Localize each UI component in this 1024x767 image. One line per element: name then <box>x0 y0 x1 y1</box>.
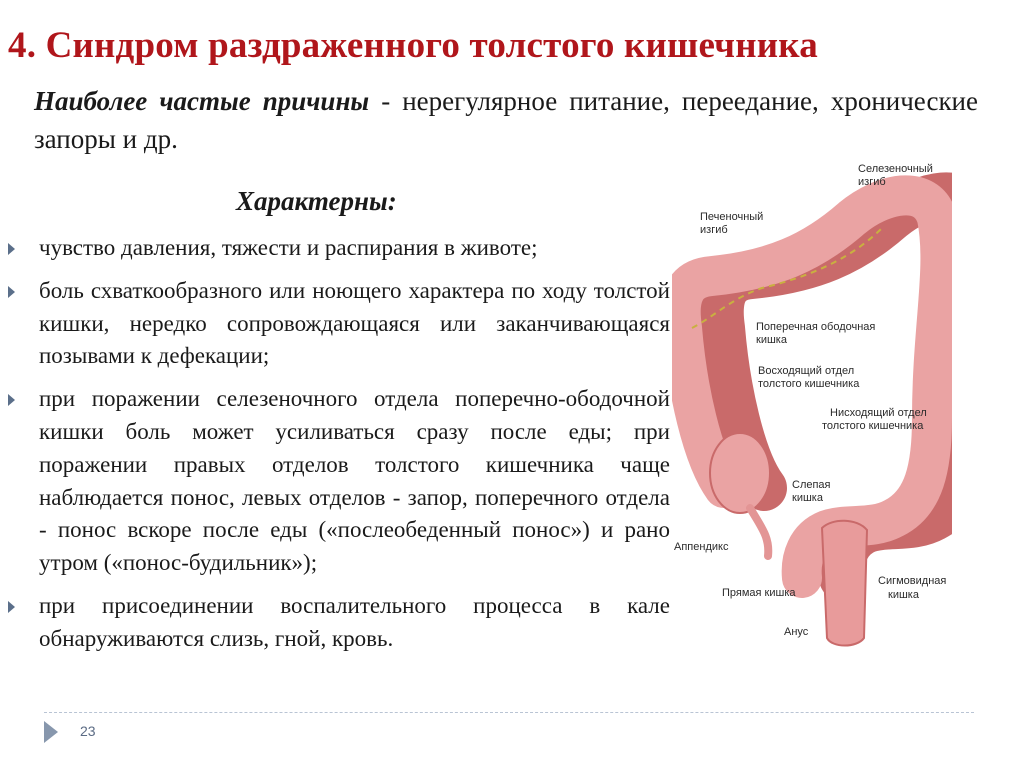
label-ascending-colon: Восходящий отдел <box>758 365 855 377</box>
list-item-text: чувство давления, тяжести и распирания в животе; <box>39 235 538 260</box>
slide-title: 4. Синдром раздраженного толстого кишечника <box>8 25 818 66</box>
page-number: 23 <box>80 723 96 739</box>
label-cecum: Слепая <box>792 479 831 491</box>
symptom-list <box>8 232 670 666</box>
bullet-arrow-icon <box>8 601 15 613</box>
list-item-text: при поражении селезеночного отдела поперечно-ободочной кишки боль может усиливаться сразу после еды; при поражении правых отделов толстого кишечника чаще наблюдается понос, левых отделов - запор, поперечного отдела - понос вскоре после еды («послеобеденный понос») и рано утром («понос-будильник»); <box>39 386 670 576</box>
footer-arrow-icon <box>44 721 58 743</box>
label-descending-colon-2: толстого кишечника <box>822 420 924 432</box>
label-transverse-colon-2: кишка <box>756 334 787 346</box>
label-splenic-flexure: Селезеночный <box>858 163 933 175</box>
label-sigmoid-colon: Сигмовидная <box>878 575 947 587</box>
bullet-arrow-icon <box>8 243 15 255</box>
lead-paragraph <box>34 82 978 158</box>
lead-text: - нерегулярное питание, переедание, хронические запоры и др. <box>34 86 978 154</box>
list-item-text: боль схваткообразного или ноющего характера по ходу толстой кишки, нередко сопровождающаяся или заканчивающаяся позывами к дефекации; <box>39 277 670 369</box>
footer-divider <box>44 712 974 713</box>
appendix-shape <box>750 508 768 556</box>
label-ascending-colon-2: толстого кишечника <box>758 378 860 390</box>
label-descending-colon: Нисходящий отдел <box>830 407 927 419</box>
label-hepatic-flexure-2: изгиб <box>700 224 728 236</box>
label-anus: Анус <box>784 626 809 638</box>
label-hepatic-flexure: Печеночный <box>700 211 764 223</box>
list-item <box>8 232 670 265</box>
bullet-arrow-icon <box>8 286 15 298</box>
list-item-text: при присоединении воспалительного процесса в кале обнаруживаются слизь, гной, кровь. <box>39 592 670 651</box>
label-cecum-2: кишка <box>792 492 823 504</box>
large-intestine-illustration <box>672 158 952 658</box>
label-transverse-colon: Поперечная ободочная <box>756 321 876 333</box>
list-item <box>8 275 670 373</box>
rectum-shape <box>822 521 867 646</box>
label-splenic-flexure-2: изгиб <box>858 176 886 188</box>
label-sigmoid-colon-2: кишка <box>888 589 919 601</box>
cecum-shape <box>710 433 770 513</box>
label-rectum: Прямая кишка <box>722 587 796 599</box>
label-appendix: Аппендикс <box>674 541 729 553</box>
lead-emphasis: Наиболее частые причины <box>34 86 370 116</box>
list-item <box>8 383 670 580</box>
bullet-arrow-icon <box>8 394 15 406</box>
section-subheading: Характерны: <box>236 186 397 216</box>
list-item <box>8 590 670 656</box>
